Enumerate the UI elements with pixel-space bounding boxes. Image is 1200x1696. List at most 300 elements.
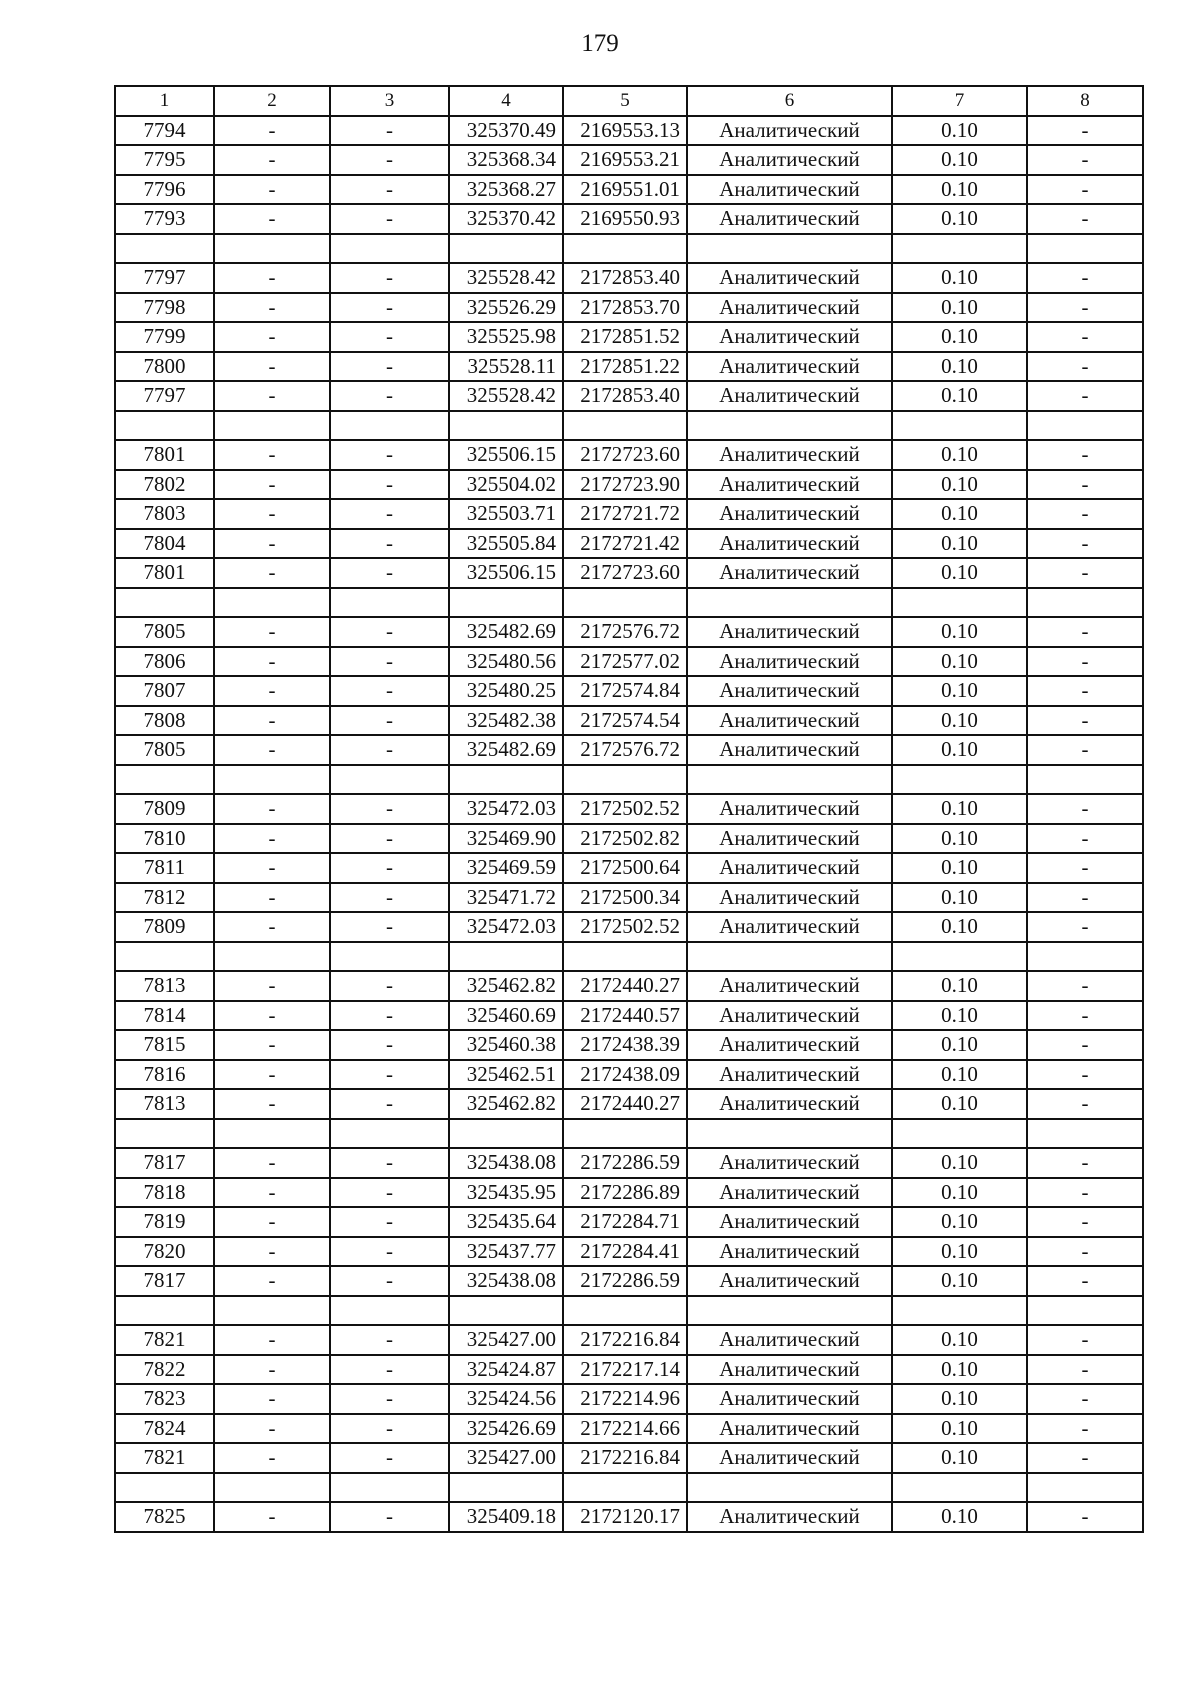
empty-cell [892, 588, 1027, 618]
col-3-cell: - [330, 883, 449, 913]
accuracy-cell: 0.10 [892, 706, 1027, 736]
empty-cell [449, 234, 563, 264]
method-cell: Аналитический [687, 293, 892, 323]
y-coordinate-cell: 2172721.42 [563, 529, 687, 559]
col-8-cell: - [1027, 617, 1143, 647]
point-number-cell: 7820 [115, 1237, 214, 1267]
col-2-cell: - [214, 1237, 330, 1267]
accuracy-cell: 0.10 [892, 1355, 1027, 1385]
y-coordinate-cell: 2172851.22 [563, 352, 687, 382]
empty-cell [115, 1119, 214, 1149]
empty-cell [1027, 942, 1143, 972]
col-8-cell: - [1027, 647, 1143, 677]
col-2-cell: - [214, 706, 330, 736]
method-cell: Аналитический [687, 647, 892, 677]
x-coordinate-cell: 325506.15 [449, 558, 563, 588]
col-3-cell: - [330, 1178, 449, 1208]
method-cell: Аналитический [687, 853, 892, 883]
empty-cell [687, 765, 892, 795]
col-8-cell: - [1027, 293, 1143, 323]
accuracy-cell: 0.10 [892, 204, 1027, 234]
y-coordinate-cell: 2172853.70 [563, 293, 687, 323]
empty-cell [1027, 1296, 1143, 1326]
col-3-cell: - [330, 529, 449, 559]
col-8-cell: - [1027, 499, 1143, 529]
point-number-cell: 7813 [115, 971, 214, 1001]
col-3-cell: - [330, 1384, 449, 1414]
col-2-cell: - [214, 1443, 330, 1473]
method-cell: Аналитический [687, 1443, 892, 1473]
point-number-cell: 7824 [115, 1414, 214, 1444]
point-number-cell: 7817 [115, 1148, 214, 1178]
table-row [115, 145, 1143, 175]
col-2-cell: - [214, 735, 330, 765]
method-cell: Аналитический [687, 824, 892, 854]
column-header-8: 8 [1027, 86, 1143, 116]
empty-cell [330, 1119, 449, 1149]
empty-cell [330, 1473, 449, 1503]
method-cell: Аналитический [687, 322, 892, 352]
table-body [115, 116, 1143, 1532]
y-coordinate-cell: 2172286.59 [563, 1266, 687, 1296]
y-coordinate-cell: 2169553.13 [563, 116, 687, 146]
col-2-cell: - [214, 824, 330, 854]
x-coordinate-cell: 325528.42 [449, 381, 563, 411]
col-2-cell: - [214, 912, 330, 942]
method-cell: Аналитический [687, 1384, 892, 1414]
x-coordinate-cell: 325506.15 [449, 440, 563, 470]
col-2-cell: - [214, 145, 330, 175]
accuracy-cell: 0.10 [892, 1001, 1027, 1031]
empty-cell [1027, 765, 1143, 795]
col-8-cell: - [1027, 1384, 1143, 1414]
point-number-cell: 7809 [115, 912, 214, 942]
method-cell: Аналитический [687, 352, 892, 382]
table-row [115, 1207, 1143, 1237]
empty-cell [214, 942, 330, 972]
separator-row [115, 1296, 1143, 1326]
col-8-cell: - [1027, 1178, 1143, 1208]
col-2-cell: - [214, 617, 330, 647]
point-number-cell: 7813 [115, 1089, 214, 1119]
col-8-cell: - [1027, 794, 1143, 824]
y-coordinate-cell: 2172502.82 [563, 824, 687, 854]
empty-cell [687, 411, 892, 441]
y-coordinate-cell: 2172723.60 [563, 558, 687, 588]
empty-cell [1027, 1119, 1143, 1149]
point-number-cell: 7814 [115, 1001, 214, 1031]
table-row [115, 263, 1143, 293]
x-coordinate-cell: 325438.08 [449, 1148, 563, 1178]
method-cell: Аналитический [687, 470, 892, 500]
column-header-2: 2 [214, 86, 330, 116]
col-2-cell: - [214, 322, 330, 352]
col-2-cell: - [214, 470, 330, 500]
col-8-cell: - [1027, 971, 1143, 1001]
point-number-cell: 7821 [115, 1443, 214, 1473]
y-coordinate-cell: 2172286.59 [563, 1148, 687, 1178]
table-row [115, 1325, 1143, 1355]
table-row [115, 499, 1143, 529]
col-2-cell: - [214, 352, 330, 382]
y-coordinate-cell: 2172214.66 [563, 1414, 687, 1444]
empty-cell [115, 234, 214, 264]
empty-cell [563, 1119, 687, 1149]
col-3-cell: - [330, 1414, 449, 1444]
separator-row [115, 234, 1143, 264]
col-8-cell: - [1027, 1237, 1143, 1267]
accuracy-cell: 0.10 [892, 116, 1027, 146]
col-3-cell: - [330, 706, 449, 736]
col-2-cell: - [214, 381, 330, 411]
empty-cell [115, 765, 214, 795]
accuracy-cell: 0.10 [892, 883, 1027, 913]
accuracy-cell: 0.10 [892, 676, 1027, 706]
empty-cell [330, 588, 449, 618]
col-2-cell: - [214, 1089, 330, 1119]
x-coordinate-cell: 325526.29 [449, 293, 563, 323]
method-cell: Аналитический [687, 381, 892, 411]
table-row [115, 1001, 1143, 1031]
table-row [115, 1089, 1143, 1119]
empty-cell [214, 588, 330, 618]
empty-cell [449, 765, 563, 795]
col-3-cell: - [330, 352, 449, 382]
col-8-cell: - [1027, 529, 1143, 559]
column-header-3: 3 [330, 86, 449, 116]
table-row [115, 883, 1143, 913]
y-coordinate-cell: 2172853.40 [563, 381, 687, 411]
accuracy-cell: 0.10 [892, 440, 1027, 470]
col-2-cell: - [214, 1060, 330, 1090]
x-coordinate-cell: 325482.69 [449, 617, 563, 647]
y-coordinate-cell: 2172721.72 [563, 499, 687, 529]
empty-cell [330, 942, 449, 972]
table-row [115, 824, 1143, 854]
empty-cell [687, 588, 892, 618]
col-8-cell: - [1027, 676, 1143, 706]
empty-cell [892, 411, 1027, 441]
y-coordinate-cell: 2172440.27 [563, 1089, 687, 1119]
col-8-cell: - [1027, 824, 1143, 854]
empty-cell [214, 1119, 330, 1149]
accuracy-cell: 0.10 [892, 1502, 1027, 1532]
y-coordinate-cell: 2172500.34 [563, 883, 687, 913]
col-8-cell: - [1027, 116, 1143, 146]
empty-cell [214, 765, 330, 795]
point-number-cell: 7794 [115, 116, 214, 146]
col-2-cell: - [214, 647, 330, 677]
col-8-cell: - [1027, 1001, 1143, 1031]
x-coordinate-cell: 325427.00 [449, 1325, 563, 1355]
col-2-cell: - [214, 971, 330, 1001]
y-coordinate-cell: 2172284.41 [563, 1237, 687, 1267]
col-8-cell: - [1027, 1266, 1143, 1296]
col-8-cell: - [1027, 1325, 1143, 1355]
y-coordinate-cell: 2172286.89 [563, 1178, 687, 1208]
y-coordinate-cell: 2172214.96 [563, 1384, 687, 1414]
point-number-cell: 7804 [115, 529, 214, 559]
empty-cell [892, 1296, 1027, 1326]
table-row [115, 1060, 1143, 1090]
col-3-cell: - [330, 1502, 449, 1532]
table-row [115, 470, 1143, 500]
col-2-cell: - [214, 1355, 330, 1385]
method-cell: Аналитический [687, 1355, 892, 1385]
col-8-cell: - [1027, 1060, 1143, 1090]
point-number-cell: 7808 [115, 706, 214, 736]
point-number-cell: 7822 [115, 1355, 214, 1385]
y-coordinate-cell: 2172502.52 [563, 912, 687, 942]
col-2-cell: - [214, 1325, 330, 1355]
accuracy-cell: 0.10 [892, 1178, 1027, 1208]
method-cell: Аналитический [687, 1148, 892, 1178]
table-row [115, 1237, 1143, 1267]
empty-cell [892, 234, 1027, 264]
page-number: 179 [581, 30, 619, 57]
col-3-cell: - [330, 794, 449, 824]
col-2-cell: - [214, 1266, 330, 1296]
method-cell: Аналитический [687, 883, 892, 913]
col-3-cell: - [330, 735, 449, 765]
empty-cell [892, 765, 1027, 795]
table-row [115, 558, 1143, 588]
accuracy-cell: 0.10 [892, 794, 1027, 824]
col-8-cell: - [1027, 883, 1143, 913]
table-row [115, 1266, 1143, 1296]
empty-cell [330, 765, 449, 795]
empty-cell [330, 1296, 449, 1326]
y-coordinate-cell: 2172574.54 [563, 706, 687, 736]
table-row [115, 794, 1143, 824]
point-number-cell: 7795 [115, 145, 214, 175]
point-number-cell: 7812 [115, 883, 214, 913]
y-coordinate-cell: 2169551.01 [563, 175, 687, 205]
point-number-cell: 7805 [115, 735, 214, 765]
method-cell: Аналитический [687, 499, 892, 529]
table-row [115, 1384, 1143, 1414]
empty-cell [687, 942, 892, 972]
accuracy-cell: 0.10 [892, 499, 1027, 529]
table-row [115, 175, 1143, 205]
accuracy-cell: 0.10 [892, 1060, 1027, 1090]
col-3-cell: - [330, 322, 449, 352]
y-coordinate-cell: 2172120.17 [563, 1502, 687, 1532]
col-3-cell: - [330, 204, 449, 234]
method-cell: Аналитический [687, 1178, 892, 1208]
accuracy-cell: 0.10 [892, 1237, 1027, 1267]
col-3-cell: - [330, 824, 449, 854]
col-3-cell: - [330, 971, 449, 1001]
y-coordinate-cell: 2169553.21 [563, 145, 687, 175]
x-coordinate-cell: 325368.34 [449, 145, 563, 175]
col-8-cell: - [1027, 853, 1143, 883]
table-row [115, 1030, 1143, 1060]
accuracy-cell: 0.10 [892, 381, 1027, 411]
empty-cell [892, 942, 1027, 972]
x-coordinate-cell: 325438.08 [449, 1266, 563, 1296]
point-number-cell: 7825 [115, 1502, 214, 1532]
col-2-cell: - [214, 1207, 330, 1237]
y-coordinate-cell: 2172216.84 [563, 1325, 687, 1355]
separator-row [115, 411, 1143, 441]
col-3-cell: - [330, 1148, 449, 1178]
table-row [115, 617, 1143, 647]
y-coordinate-cell: 2172502.52 [563, 794, 687, 824]
column-header-4: 4 [449, 86, 563, 116]
accuracy-cell: 0.10 [892, 145, 1027, 175]
method-cell: Аналитический [687, 706, 892, 736]
table-row [115, 381, 1143, 411]
accuracy-cell: 0.10 [892, 352, 1027, 382]
method-cell: Аналитический [687, 1030, 892, 1060]
separator-row [115, 765, 1143, 795]
point-number-cell: 7797 [115, 381, 214, 411]
col-3-cell: - [330, 1089, 449, 1119]
col-2-cell: - [214, 204, 330, 234]
col-2-cell: - [214, 529, 330, 559]
col-3-cell: - [330, 1207, 449, 1237]
method-cell: Аналитический [687, 116, 892, 146]
empty-cell [214, 234, 330, 264]
accuracy-cell: 0.10 [892, 1207, 1027, 1237]
col-3-cell: - [330, 145, 449, 175]
method-cell: Аналитический [687, 1414, 892, 1444]
column-header-7: 7 [892, 86, 1027, 116]
col-2-cell: - [214, 440, 330, 470]
separator-row [115, 1119, 1143, 1149]
accuracy-cell: 0.10 [892, 824, 1027, 854]
x-coordinate-cell: 325462.51 [449, 1060, 563, 1090]
method-cell: Аналитический [687, 263, 892, 293]
empty-cell [115, 588, 214, 618]
method-cell: Аналитический [687, 440, 892, 470]
accuracy-cell: 0.10 [892, 1384, 1027, 1414]
separator-row [115, 942, 1143, 972]
accuracy-cell: 0.10 [892, 735, 1027, 765]
method-cell: Аналитический [687, 1207, 892, 1237]
accuracy-cell: 0.10 [892, 529, 1027, 559]
point-number-cell: 7799 [115, 322, 214, 352]
col-8-cell: - [1027, 1148, 1143, 1178]
method-cell: Аналитический [687, 529, 892, 559]
y-coordinate-cell: 2172723.60 [563, 440, 687, 470]
x-coordinate-cell: 325435.64 [449, 1207, 563, 1237]
empty-cell [449, 588, 563, 618]
point-number-cell: 7821 [115, 1325, 214, 1355]
point-number-cell: 7800 [115, 352, 214, 382]
x-coordinate-cell: 325469.59 [449, 853, 563, 883]
empty-cell [214, 1296, 330, 1326]
empty-cell [563, 942, 687, 972]
column-header-6: 6 [687, 86, 892, 116]
empty-cell [115, 1473, 214, 1503]
empty-cell [687, 234, 892, 264]
empty-cell [563, 411, 687, 441]
table-row [115, 1443, 1143, 1473]
col-2-cell: - [214, 1384, 330, 1414]
y-coordinate-cell: 2172217.14 [563, 1355, 687, 1385]
accuracy-cell: 0.10 [892, 322, 1027, 352]
col-3-cell: - [330, 1443, 449, 1473]
method-cell: Аналитический [687, 1266, 892, 1296]
accuracy-cell: 0.10 [892, 293, 1027, 323]
method-cell: Аналитический [687, 1237, 892, 1267]
x-coordinate-cell: 325528.11 [449, 352, 563, 382]
col-2-cell: - [214, 1414, 330, 1444]
empty-cell [687, 1473, 892, 1503]
x-coordinate-cell: 325505.84 [449, 529, 563, 559]
x-coordinate-cell: 325427.00 [449, 1443, 563, 1473]
empty-cell [1027, 234, 1143, 264]
col-8-cell: - [1027, 204, 1143, 234]
accuracy-cell: 0.10 [892, 1030, 1027, 1060]
col-3-cell: - [330, 175, 449, 205]
empty-cell [115, 411, 214, 441]
method-cell: Аналитический [687, 1001, 892, 1031]
point-number-cell: 7810 [115, 824, 214, 854]
x-coordinate-cell: 325424.56 [449, 1384, 563, 1414]
separator-row [115, 1473, 1143, 1503]
col-2-cell: - [214, 116, 330, 146]
method-cell: Аналитический [687, 1502, 892, 1532]
y-coordinate-cell: 2172723.90 [563, 470, 687, 500]
method-cell: Аналитический [687, 676, 892, 706]
x-coordinate-cell: 325482.69 [449, 735, 563, 765]
col-2-cell: - [214, 558, 330, 588]
table-row [115, 1355, 1143, 1385]
col-2-cell: - [214, 293, 330, 323]
x-coordinate-cell: 325460.69 [449, 1001, 563, 1031]
col-3-cell: - [330, 558, 449, 588]
table-row [115, 440, 1143, 470]
y-coordinate-cell: 2172440.57 [563, 1001, 687, 1031]
empty-cell [449, 1473, 563, 1503]
col-8-cell: - [1027, 1414, 1143, 1444]
table-row [115, 971, 1143, 1001]
accuracy-cell: 0.10 [892, 263, 1027, 293]
y-coordinate-cell: 2172438.09 [563, 1060, 687, 1090]
point-number-cell: 7815 [115, 1030, 214, 1060]
point-number-cell: 7793 [115, 204, 214, 234]
accuracy-cell: 0.10 [892, 1148, 1027, 1178]
col-8-cell: - [1027, 912, 1143, 942]
method-cell: Аналитический [687, 1060, 892, 1090]
x-coordinate-cell: 325503.71 [449, 499, 563, 529]
method-cell: Аналитический [687, 1089, 892, 1119]
col-3-cell: - [330, 1060, 449, 1090]
point-number-cell: 7807 [115, 676, 214, 706]
separator-row [115, 588, 1143, 618]
table-row [115, 853, 1143, 883]
accuracy-cell: 0.10 [892, 558, 1027, 588]
table-row [115, 204, 1143, 234]
col-8-cell: - [1027, 1030, 1143, 1060]
x-coordinate-cell: 325462.82 [449, 1089, 563, 1119]
accuracy-cell: 0.10 [892, 617, 1027, 647]
col-2-cell: - [214, 676, 330, 706]
point-number-cell: 7801 [115, 440, 214, 470]
x-coordinate-cell: 325370.49 [449, 116, 563, 146]
empty-cell [449, 942, 563, 972]
x-coordinate-cell: 325426.69 [449, 1414, 563, 1444]
table-row [115, 352, 1143, 382]
col-3-cell: - [330, 470, 449, 500]
accuracy-cell: 0.10 [892, 647, 1027, 677]
table-row [115, 647, 1143, 677]
accuracy-cell: 0.10 [892, 971, 1027, 1001]
x-coordinate-cell: 325480.56 [449, 647, 563, 677]
